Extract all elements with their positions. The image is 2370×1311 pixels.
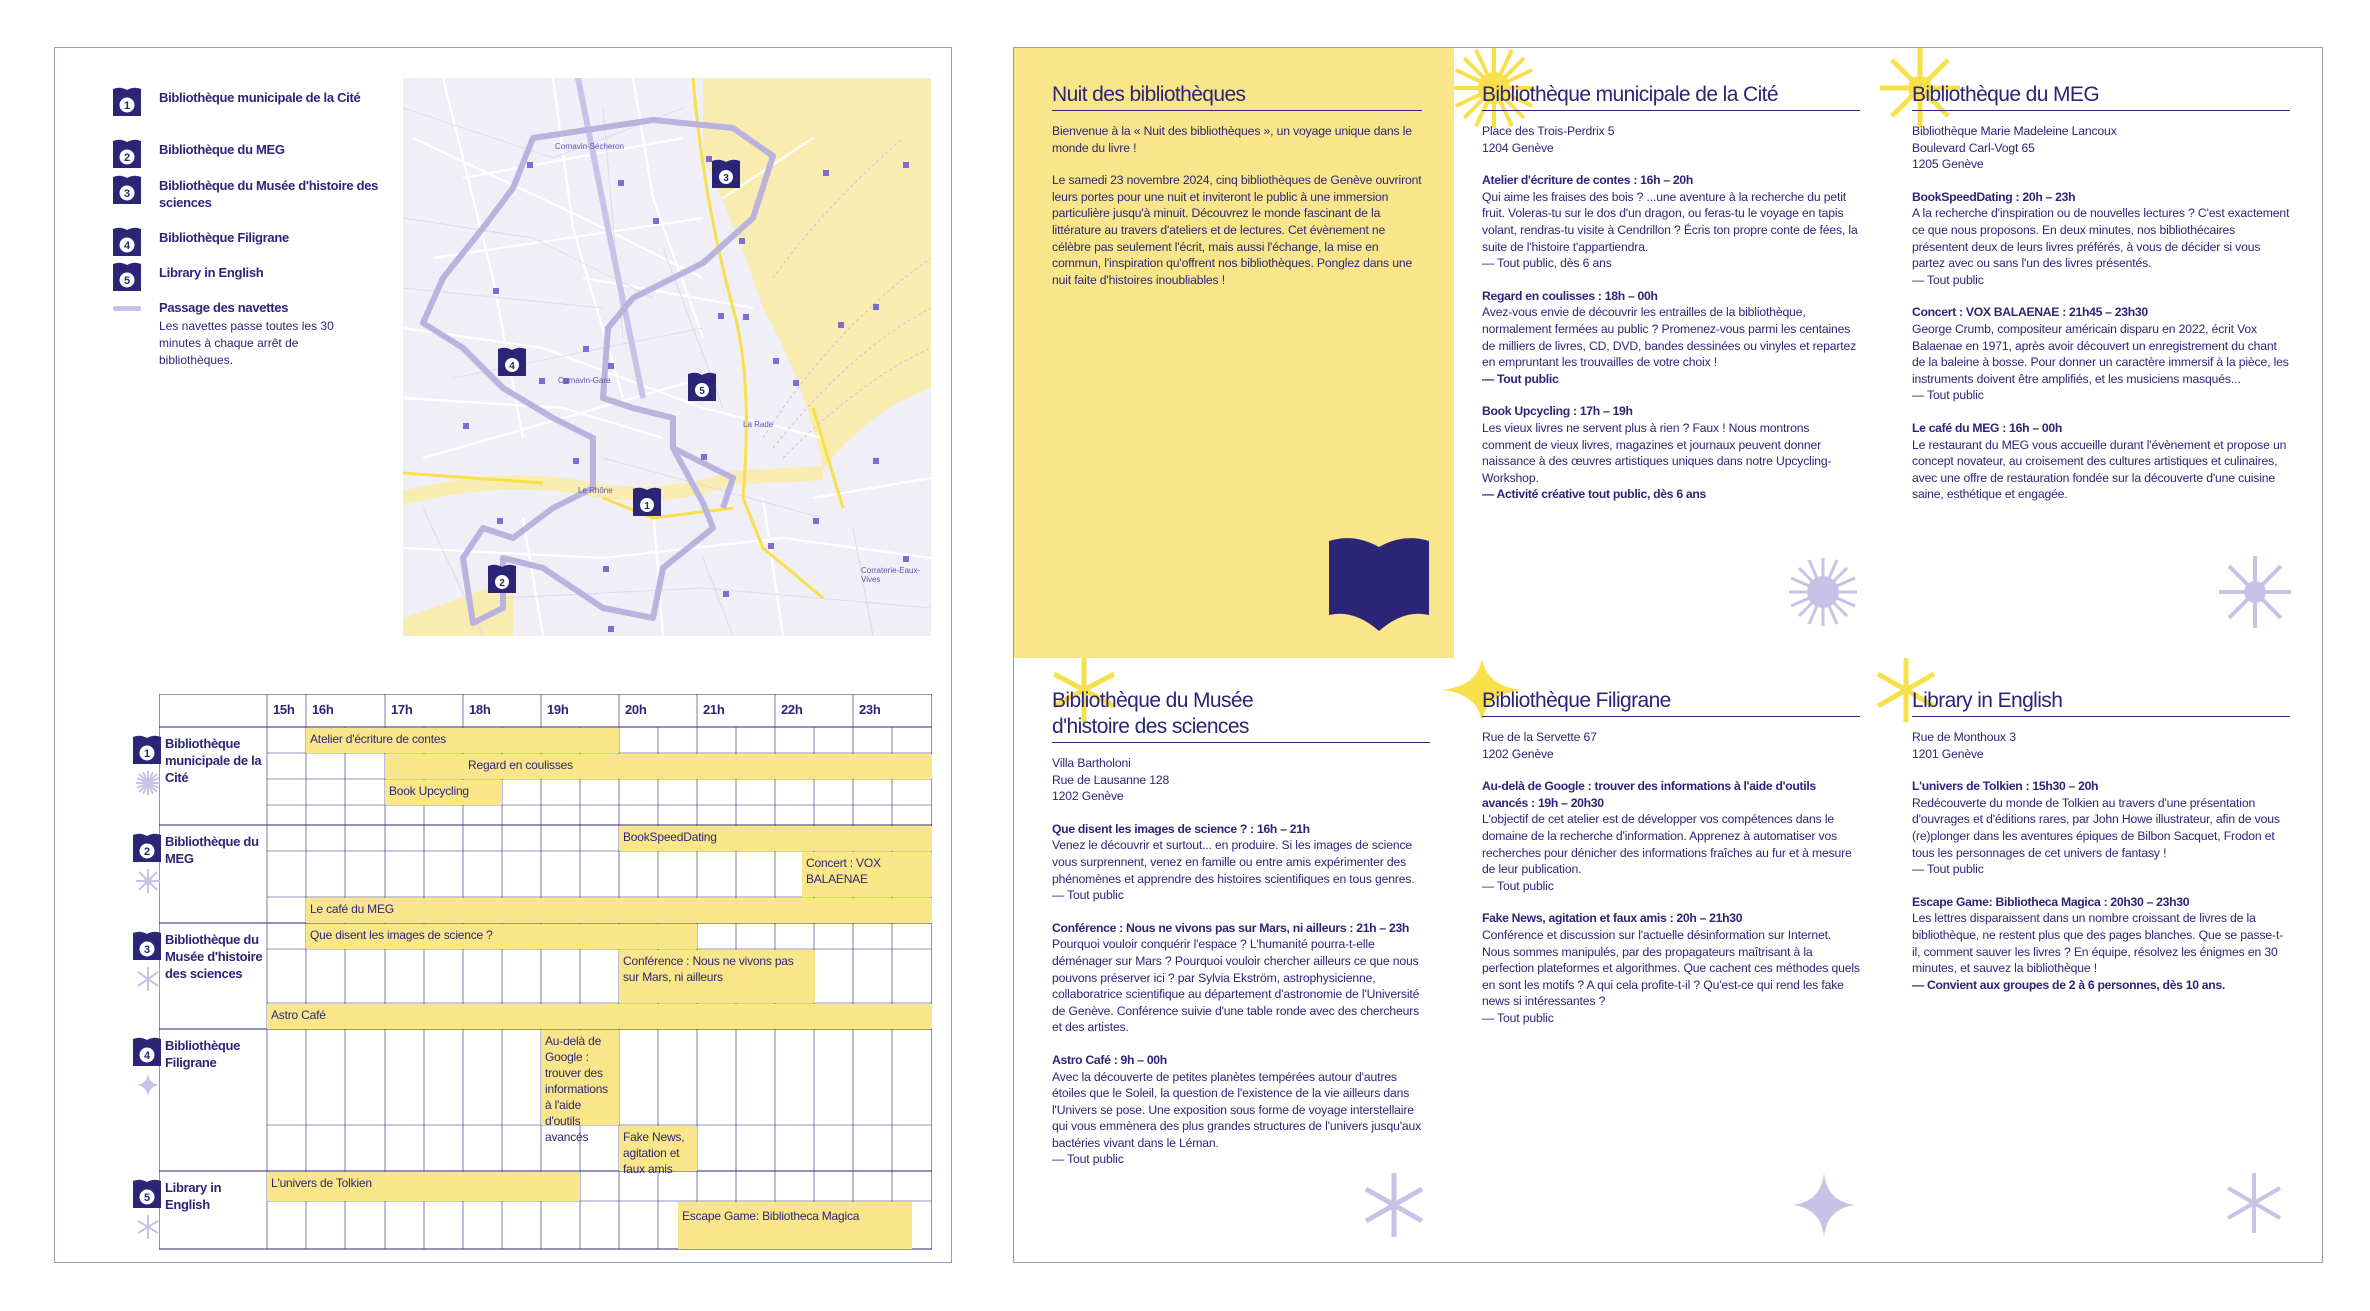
hour-label: 16h — [312, 702, 334, 717]
hour-label: 17h — [391, 702, 413, 717]
legend-label: Library in English — [159, 265, 264, 280]
event-text: Qui aime les fraises des bois ? ...une aventure à la recherche du petit fruit. Voleras-tu sur le dos d'un dragon, ou feras-tu le voyage en tapis volant, rendras-tu visite à Cendrillon ? Écris ton propre conte de fées, la suite de l'histoire t'appartiendra. — [1482, 189, 1858, 254]
address-line: 1202 Genève — [1052, 789, 1124, 804]
book-marker-icon — [133, 1178, 161, 1208]
schedule-event[interactable]: Conférence : Nous ne vivons pas sur Mars, ni ailleurs — [619, 950, 815, 1003]
event-heading: Conférence : Nous ne vivons pas sur Mars, ni ailleurs : 21h – 23h — [1052, 920, 1410, 935]
section-title-line: d'histoire des sciences — [1052, 715, 1249, 738]
event-audience: — Tout public — [1482, 371, 1559, 386]
svg-text:5: 5 — [123, 275, 131, 287]
section-title: Bibliothèque municipale de la Cité — [1482, 82, 1860, 111]
legend-label: Bibliothèque du Musée d'histoire des sciences — [159, 178, 379, 210]
svg-text:5: 5 — [143, 1192, 151, 1204]
event-heading: Que disent les images de science ? : 16h – 21h — [1052, 821, 1310, 836]
hour-label: 20h — [625, 702, 647, 717]
event-audience: — Tout public — [1482, 1010, 1554, 1025]
book-marker-icon — [113, 86, 141, 116]
event-text: L'objectif de cet atelier est de développer vos compétences dans le domaine de la recherche d'information. Apprenez à automatiser vos recherches pour dénicher des informations fraîches au fur et à mesure de leur publication. — [1482, 812, 1852, 877]
book-marker-icon — [113, 226, 141, 256]
hour-label: 22h — [781, 702, 803, 717]
map-label: La Rade — [743, 420, 774, 429]
event-heading: Concert : VOX BALAENAE : 21h45 – 23h30 — [1912, 305, 2148, 320]
event-heading: Le café du MEG : 16h – 00h — [1912, 420, 2063, 435]
event-heading: Book Upcycling : 17h – 19h — [1482, 404, 1633, 419]
section-english — [1912, 688, 2290, 1009]
event-audience: — Tout public, dès 6 ans — [1482, 256, 1612, 271]
hour-label: 23h — [859, 702, 881, 717]
section-cite — [1482, 82, 1860, 519]
event-text: Le restaurant du MEG vous accueille durant l'évènement et propose un concept novateur, au croisement des cultures artistiques et culinaires, avec une offre de restauration fondée sur la découverte d'une cuisine saine, esthétique et engagée. — [1912, 437, 2287, 502]
event-audience: — Tout public — [1482, 878, 1554, 893]
address-line: Place des Trois-Perdrix 5 — [1482, 124, 1615, 138]
event-heading: Atelier d'écriture de contes : 16h – 20h — [1482, 173, 1694, 188]
book-logo-icon — [1329, 533, 1429, 633]
address-line: Bibliothèque Marie Madeleine Lancoux — [1912, 124, 2117, 138]
event-text: Les vieux livres ne servent plus à rien ? Faux ! Nous montrons comment de vieux livres, magazines et journaux peuvent donner naissance à des œuvres artistiques uniques dans notre Upcycling-Workshop. — [1482, 420, 1832, 485]
schedule-event[interactable]: Escape Game: Bibliotheca Magica — [678, 1202, 912, 1249]
event-text: George Crumb, compositeur américain disparu en 2022, écrit Vox Balaenae en 1971, après avoir découvert un enregistrement du chant de la baleine à bosse. Pour donner un caractère immersif à la pièce, les instruments doivent être amplifiés, et les musiciens masqués... — [1912, 321, 2289, 386]
legend-label: Bibliothèque du MEG — [159, 142, 285, 157]
schedule-event[interactable]: L'univers de Tolkien — [267, 1172, 580, 1201]
svg-text:3: 3 — [143, 944, 151, 956]
schedule-event[interactable]: Concert : VOX BALAENAE — [802, 852, 932, 897]
address-line: Villa Bartholoni — [1052, 756, 1131, 770]
hour-label: 15h — [273, 702, 295, 717]
svg-text:4: 4 — [143, 1050, 151, 1062]
event-text: A la recherche d'inspiration ou de nouvelles lectures ? C'est exactement ce que nous proposons. En deux minutes, nos bibliothécaires présentent deux de leurs livres préférés, à vous de décider si vous partez avec ou sans l'un des livres présentés. — [1912, 206, 2290, 271]
event-heading: Astro Café : 9h – 00h — [1052, 1052, 1167, 1067]
section-title: Bibliothèque Filigrane — [1482, 688, 1860, 717]
svg-text:1: 1 — [123, 100, 131, 112]
event-audience: — Tout public — [1912, 862, 1984, 877]
svg-text:3: 3 — [123, 188, 131, 200]
address-line: 1205 Genève — [1912, 157, 1984, 172]
hour-label: 18h — [469, 702, 491, 717]
svg-text:3: 3 — [723, 173, 729, 184]
event-audience: — Tout public — [1912, 272, 1984, 287]
svg-text:1: 1 — [143, 748, 151, 760]
svg-text:2: 2 — [123, 152, 131, 164]
hour-label: 19h — [547, 702, 569, 717]
schedule-table — [143, 694, 932, 1253]
schedule-event[interactable]: Astro Café — [267, 1004, 932, 1029]
event-audience: — Tout public — [1912, 388, 1984, 403]
book-marker-icon — [133, 1036, 161, 1066]
shuttle-label: Passage des navettes — [159, 300, 289, 315]
schedule-event[interactable]: Atelier d'écriture de contes — [306, 728, 619, 753]
event-audience: — Activité créative tout public, dès 6 ans — [1482, 487, 1706, 502]
event-audience: — Tout public — [1052, 888, 1124, 903]
left-page — [54, 47, 952, 1263]
svg-text:1: 1 — [644, 501, 650, 512]
map-label: Cornavin-Gare — [558, 376, 611, 385]
schedule-event[interactable]: Que disent les images de science ? — [306, 924, 697, 949]
svg-text:4: 4 — [123, 240, 131, 252]
event-heading: L'univers de Tolkien : 15h30 – 20h — [1912, 779, 2099, 794]
address-line: 1204 Genève — [1482, 140, 1554, 155]
map-label: Corraterie-Eaux-Vives — [861, 566, 921, 584]
address-line: Rue de Lausanne 128 — [1052, 772, 1170, 787]
row-label: Bibliothèque municipale de la Cité — [165, 736, 262, 785]
book-marker-icon — [133, 734, 161, 764]
sunburst-icon — [135, 770, 161, 796]
svg-text:4: 4 — [509, 361, 515, 372]
address-line: Boulevard Carl-Vogt 65 — [1912, 140, 2035, 155]
sparkle-icon — [1792, 1173, 1856, 1237]
event-audience: — Tout public — [1052, 1152, 1124, 1167]
sparkle-icon — [135, 1072, 161, 1098]
address-line: Rue de la Servette 67 — [1482, 730, 1597, 744]
address-line: 1202 Genève — [1482, 746, 1554, 761]
intro-paragraph: Bienvenue à la « Nuit des bibliothèques », un voyage unique dans le monde du livre ! — [1052, 124, 1412, 155]
event-heading: Regard en coulisses : 18h – 00h — [1482, 288, 1658, 303]
map-label: Cornavin-Sécheron — [555, 142, 624, 151]
row-label: Bibliothèque du Musée d'histoire des sciences — [165, 932, 263, 981]
svg-text:2: 2 — [499, 578, 505, 589]
intro-section — [1052, 82, 1422, 304]
row-label: Library in English — [165, 1180, 222, 1212]
section-title-line: Bibliothèque du Musée — [1052, 689, 1254, 712]
schedule-event[interactable]: Book Upcycling — [385, 780, 502, 805]
row-label: Bibliothèque du MEG — [165, 834, 259, 866]
svg-text:5: 5 — [699, 386, 705, 397]
sunburst-icon — [1789, 558, 1857, 626]
section-sciences — [1052, 688, 1430, 1184]
intro-title: Nuit des bibliothèques — [1052, 82, 1422, 111]
city-map — [403, 78, 931, 636]
event-heading: Au-delà de Google : trouver des informations à l'aide d'outils avancés : 19h – 20h30 — [1482, 779, 1816, 810]
section-meg — [1912, 82, 2290, 519]
event-heading: Fake News, agitation et faux amis : 20h – 21h30 — [1482, 911, 1743, 926]
shuttle-description: Les navettes passe toutes les 30 minutes à chaque arrêt de bibliothèques. — [159, 319, 334, 367]
book-marker-icon — [113, 261, 141, 291]
svg-text:2: 2 — [143, 846, 151, 858]
event-audience: — Convient aux groupes de 2 à 6 personnes, dès 10 ans. — [1912, 977, 2225, 992]
cross-star-icon — [135, 966, 161, 992]
shuttle-line-icon — [113, 306, 141, 311]
schedule-event[interactable]: Au-delà de Google : trouver des informations à l'aide d'outils avancés — [541, 1030, 619, 1125]
event-text: Pourquoi vouloir conquérir l'espace ? L'humanité pourra-t-elle déménager sur Mars ? Pourquoi vouloir chercher ailleurs ce que nous pouvons préserver ici ? par Sylvia Ekström, astrophysicienne, collaboratrice scientifique au département d'astronomie de l'Université de Genève. Conférence suivie d'une table ronde avec des chercheurs et des artistes. — [1052, 937, 1420, 1035]
hour-label: 21h — [703, 702, 725, 717]
event-text: Conférence et discussion sur l'actuelle désinformation sur Internet. Nous sommes manipulés, par des propagateurs maîtrisant à la perfection plateformes et algorithmes. Que cachent ces méthodes quels en sont les motifs ? A qui cela profite-t-il ? Qu'est-ce qui rend les fake news si intéressantes ? — [1482, 927, 1860, 1009]
event-text: Venez le découvrir et surtout... en produire. Si les images de science vous surprennent, venez en famille ou entre amis expérimenter des phénomènes et apprendre des histoires scientifiques en tous genres. — [1052, 838, 1415, 886]
asterisk-star-icon — [135, 868, 161, 894]
row-label: Bibliothèque Filigrane — [165, 1038, 241, 1070]
book-marker-icon — [133, 930, 161, 960]
event-heading: Escape Game: Bibliotheca Magica : 20h30 – 23h30 — [1912, 894, 2190, 909]
address-line: Rue de Monthoux 3 — [1912, 730, 2016, 744]
event-text: Avec la découverte de petites planètes tempérées autour d'autres étoiles que le Soleil, la question de l'existence de la vie ailleurs dans l'Univers se pose. Une exposition sous forme de voyage interstellaire qui vous emmènera des plus grandes structures de l'univers jusqu'aux bactéries vivant dans le Léman. — [1052, 1069, 1422, 1150]
asterisk-star-icon — [2219, 556, 2291, 628]
legend-label: Bibliothèque Filigrane — [159, 230, 289, 245]
section-title: Bibliothèque du MEG — [1912, 82, 2290, 111]
map-graphic — [403, 78, 931, 636]
legend-label: Bibliothèque municipale de la Cité — [159, 90, 361, 105]
intro-paragraph: Le samedi 23 novembre 2024, cinq bibliothèques de Genève ouvriront leurs portes pour une nuit et inviteront le public à une immersion particulière jusqu'à minuit. Découvrez le monde fascinant de la littérature au travers d'ateliers et de lectures. Cet évènement ne célèbre pas seulement l'écrit, mais aussi l'échange, la mise en commun, l'inspiration qu'offrent nos bibliothèques. Ponglez dans une nuit faite d'histoires inoubliables ! — [1052, 173, 1422, 287]
book-marker-icon — [133, 832, 161, 862]
event-text: Avez-vous envie de découvrir les entrailles de la bibliothèque, normalement fermées au public ? Promenez-vous parmi les centaines de milliers de livres, CD, DVD, bandes dessinées ou vinyles et repartez en empruntant les trouvailles de votre choix ! — [1482, 305, 1857, 370]
event-text: Redécouverte du monde de Tolkien au travers d'une présentation d'ouvrages et d'éditions rares, par John Howe illustrateur, afin de vous (re)plonger dans les aventures épiques de Bilbon Sacquet, Frodon et tous les personnages de cet univers de fantasy ! — [1912, 795, 2280, 860]
section-filigrane — [1482, 688, 1860, 1043]
book-marker-icon — [113, 174, 141, 204]
asterisk-icon — [135, 1214, 161, 1240]
event-text: Les lettres disparaissent dans un nombre croissant de livres de la bibliothèque, ne restent plus que des pages blanches. Que se passe-t-il, comment sauver les livres ? En équipe, résolvez les énigmes en 30 minutes, et sauvez la bibliothèque ! — [1912, 911, 2284, 976]
section-title: Library in English — [1912, 688, 2290, 717]
schedule-event[interactable]: Le café du MEG — [306, 898, 932, 923]
schedule-event[interactable]: Regard en coulisses — [385, 754, 932, 779]
address-line: 1201 Genève — [1912, 746, 1984, 761]
asterisk-icon — [2224, 1173, 2284, 1233]
book-marker-icon — [113, 138, 141, 168]
section-title — [1052, 688, 1430, 743]
event-heading: BookSpeedDating : 20h – 23h — [1912, 189, 2076, 204]
map-label: Le Rhône — [578, 486, 613, 495]
schedule-event[interactable]: Fake News, agitation et faux amis — [619, 1126, 697, 1171]
right-page — [1013, 47, 2323, 1263]
schedule-event[interactable]: BookSpeedDating — [619, 826, 932, 851]
